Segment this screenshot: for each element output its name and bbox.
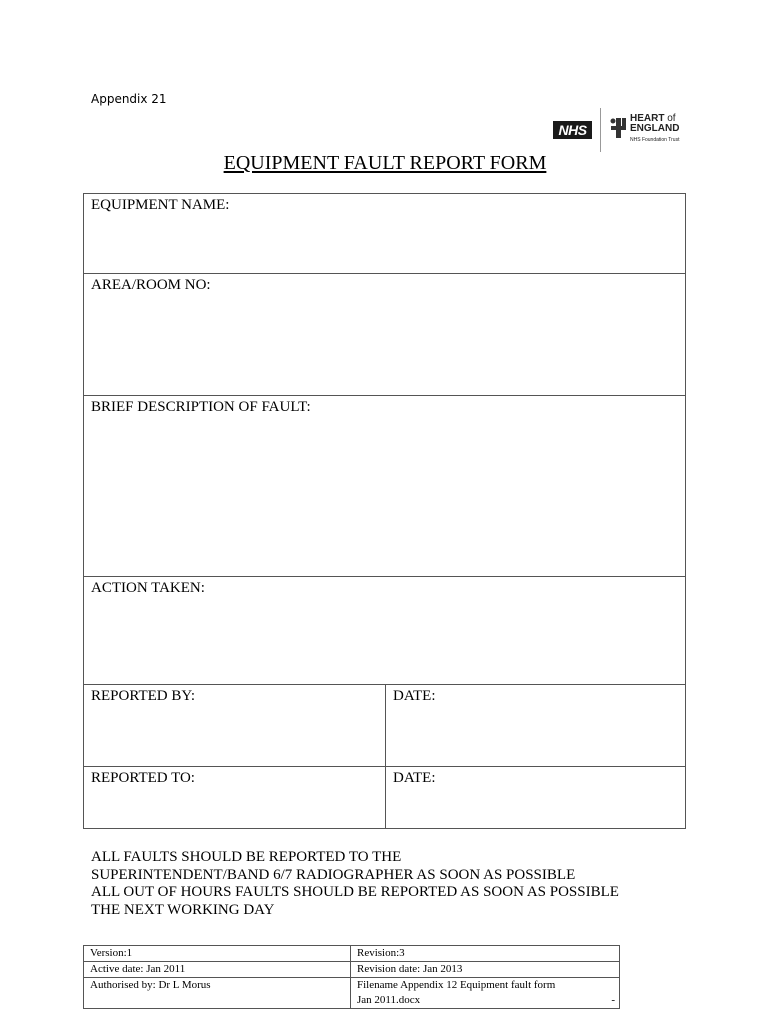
area-room-label: AREA/ROOM NO: bbox=[91, 277, 211, 293]
heart-of-england-mark-icon bbox=[610, 116, 628, 140]
active-date-cell: Active date: Jan 2011 bbox=[84, 962, 351, 978]
reported-by-date-cell[interactable] bbox=[385, 685, 685, 766]
fault-report-form bbox=[83, 193, 686, 829]
reporting-notice bbox=[91, 849, 619, 919]
logo-trust-text: NHS Foundation Trust bbox=[630, 137, 680, 143]
logo-of-text: of bbox=[667, 113, 676, 124]
version-cell: Version:1 bbox=[84, 946, 351, 962]
reported-to-row bbox=[84, 767, 685, 828]
reported-by-row bbox=[84, 685, 685, 767]
fault-description-label: BRIEF DESCRIPTION OF FAULT: bbox=[91, 399, 311, 415]
appendix-label: Appendix 21 bbox=[91, 92, 167, 106]
filename-line-2: Jan 2011.docx bbox=[357, 994, 421, 1006]
nhs-logo: NHS bbox=[553, 121, 592, 139]
filename-cell bbox=[351, 978, 620, 1009]
document-control-table bbox=[83, 945, 620, 1009]
logo-heart-text: HEART bbox=[630, 113, 665, 124]
reported-to-date-label: DATE: bbox=[393, 770, 436, 786]
equipment-name-label: EQUIPMENT NAME: bbox=[91, 197, 230, 213]
revision-date-cell: Revision date: Jan 2013 bbox=[351, 962, 620, 978]
reported-to-label: REPORTED TO: bbox=[91, 770, 195, 786]
notice-line-2: SUPERINTENDENT/BAND 6/7 RADIOGRAPHER AS SOON AS POSSIBLE bbox=[91, 866, 576, 883]
reported-by-label: REPORTED BY: bbox=[91, 688, 195, 704]
revision-cell: Revision:3 bbox=[351, 946, 620, 962]
notice-line-1: ALL FAULTS SHOULD BE REPORTED TO THE bbox=[91, 849, 402, 865]
notice-line-3: ALL OUT OF HOURS FAULTS SHOULD BE REPORTED AS SOON AS POSSIBLE bbox=[91, 884, 619, 900]
reported-by-date-label: DATE: bbox=[393, 688, 436, 704]
area-room-row[interactable] bbox=[84, 274, 685, 396]
logo-divider bbox=[600, 108, 601, 152]
filename-tail: - bbox=[611, 994, 615, 1006]
fault-description-row[interactable] bbox=[84, 396, 685, 577]
action-taken-row[interactable] bbox=[84, 577, 685, 685]
reported-to-date-cell[interactable] bbox=[385, 767, 685, 828]
heart-of-england-logo bbox=[630, 114, 679, 144]
action-taken-label: ACTION TAKEN: bbox=[91, 580, 205, 596]
logo-england-text: ENGLAND bbox=[630, 123, 680, 134]
filename-line-1: Filename Appendix 12 Equipment fault form bbox=[357, 979, 556, 991]
page-title: EQUIPMENT FAULT REPORT FORM bbox=[223, 152, 547, 174]
notice-line-4: THE NEXT WORKING DAY bbox=[91, 901, 275, 918]
authorised-by-cell: Authorised by: Dr L Morus bbox=[84, 978, 351, 1009]
equipment-name-row[interactable] bbox=[84, 194, 685, 274]
reported-to-cell[interactable] bbox=[84, 767, 385, 828]
reported-by-cell[interactable] bbox=[84, 685, 385, 766]
